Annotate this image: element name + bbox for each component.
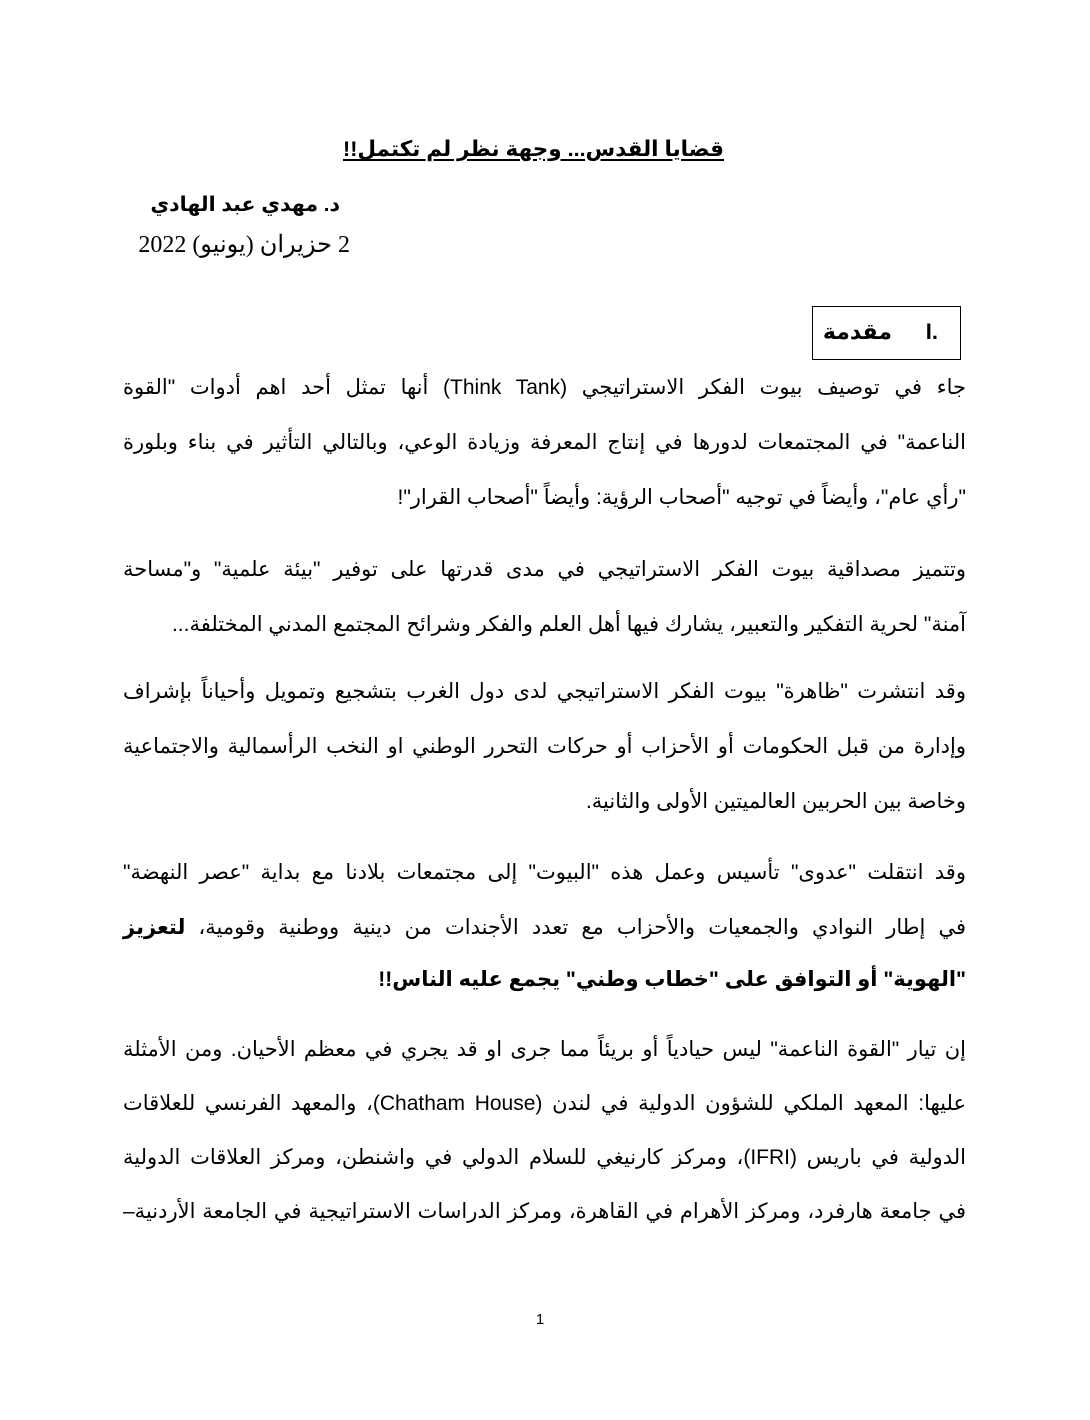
- paragraph-5-line-4: في جامعة هارفرد، ومركز الأهرام في القاهرة، ومركز الدراسات الاستراتيجية في الجامعة الأردنية–: [123, 1200, 966, 1223]
- paragraph-5-line-2: عليها: المعهد الملكي للشؤون الدولية في لندن (Chatham House)، والمعهد الفرنسي للعلاقات: [123, 1092, 966, 1115]
- section-number: I.: [925, 319, 938, 344]
- paragraph-3-line-3: وخاصة بين الحربين العالميتين الأولى والثانية.: [585, 790, 966, 813]
- paragraph-4-line-1: وقد انتقلت "عدوى" تأسيس وعمل هذه "البيوت" إلى مجتمعات بلادنا مع بداية "عصر النهضة": [123, 861, 966, 884]
- author-name: د. مهدي عبد الهادي: [150, 193, 340, 216]
- paragraph-2-line-2: آمنة" لحرية التفكير والتعبير، يشارك فيها أهل العلم والفكر وشرائح المجتمع المدني المختلفة...: [171, 613, 966, 636]
- paragraph-1-line-2: الناعمة" في المجتمعات لدورها في إنتاج المعرفة وزيادة الوعي، وبالتالي التأثير في بناء وبلورة: [123, 431, 966, 454]
- paragraph-4-line-2-text: في إطار النوادي والجمعيات والأحزاب مع تعدد الأجندات من دينية ووطنية وقومية،: [185, 916, 966, 939]
- section-label: مقدمة: [822, 319, 892, 344]
- paragraph-5-line-1: إن تيار "القوة الناعمة" ليس حيادياً أو بريئاً مما جرى او قد يجري في معظم الأحيان. ومن الأمثلة: [123, 1038, 966, 1061]
- document-title: قضايا القدس... وجهة نظر لم تكتمل!!: [343, 137, 724, 161]
- paragraph-3-line-1: وقد انتشرت "ظاهرة" بيوت الفكر الاستراتيجي لدى دول الغرب بتشجيع وتمويل وأحياناً بإشراف: [123, 680, 966, 703]
- page-number: 1: [535, 1311, 545, 1328]
- publication-date: 2 حزيران (يونيو) 2022: [138, 232, 350, 258]
- paragraph-5-line-3: الدولية في باريس (IFRI)، ومركز كارنيغي للسلام الدولي في واشنطن، ومركز العلاقات الدولية: [123, 1146, 967, 1169]
- paragraph-4-line-2: [123, 910, 966, 946]
- section-heading-box: [812, 306, 961, 360]
- paragraph-3-line-2: وإدارة من قبل الحكومات أو الأحزاب أو حركات التحرر الوطني او النخب الرأسمالية والاجتماعية: [123, 735, 966, 758]
- paragraph-2-line-1: وتتميز مصداقية بيوت الفكر الاستراتيجي في مدى قدرتها على توفير "بيئة علمية" و"مساحة: [123, 558, 966, 581]
- paragraph-1-line-1: جاء في توصيف بيوت الفكر الاستراتيجي (Think Tank) أنها تمثل أحد اهم أدوات "القوة: [123, 376, 966, 399]
- paragraph-1-line-3: "رأي عام"، وأيضاً في توجيه "أصحاب الرؤية: وأيضاً "أصحاب القرار"!: [397, 486, 966, 509]
- paragraph-4-line-3: "الهوية" أو التوافق على "خطاب وطني" يجمع عليه الناس!!: [378, 968, 966, 991]
- paragraph-4-bold-phrase: لتعزيز: [123, 916, 186, 939]
